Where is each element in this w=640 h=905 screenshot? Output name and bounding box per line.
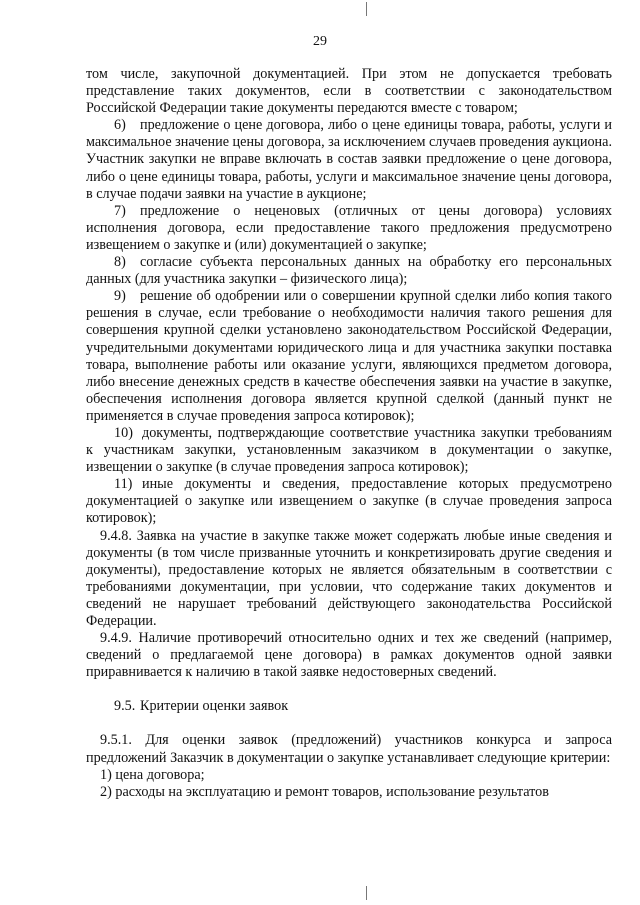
list-number: 9) bbox=[114, 288, 126, 305]
paragraph-9-5-1: 9.5.1. Для оценки заявок (предложений) участников конкурса и запроса предложений Заказчик в документации о закупке устанавливает следующие критерии: bbox=[86, 732, 612, 766]
section-number: 9.5. bbox=[114, 698, 136, 715]
list-text: документы, подтверждающие соответствие участника закупки требованиям к участникам закупки, установленным заказчиком в документации о закупке, извещении о закупке (в случае проведения запроса котировок); bbox=[86, 424, 612, 476]
list-number: 10) bbox=[114, 424, 133, 441]
page-number: 29 bbox=[313, 34, 327, 49]
page-top-mark bbox=[366, 2, 367, 16]
paragraph-9-4-8: 9.4.8. Заявка на участие в закупке также может содержать любые иные сведения и документы (в том числе призванные уточнить и конкретизировать другие сведения и документы), предоставление которых не является обязательным в соответствии с требованиями документации, при условии, что содержание таких документов и сведений не нарушает требований действующего законодательства Российской Федерации. bbox=[86, 527, 612, 629]
section-heading-9-5 bbox=[86, 698, 612, 715]
list-item-6 bbox=[86, 117, 612, 202]
list-item-8 bbox=[86, 254, 612, 288]
paragraph-continuation: том числе, закупочной документацией. При этом не допускается требовать представление таких документов, если в соответствии с законодательством Российской Федерации такие документы передаются вместе с товаром; bbox=[86, 66, 612, 117]
list-item-7 bbox=[86, 203, 612, 254]
list-text: предложение о цене договора, либо о цене единицы товара, работы, услуги и максимальное значение цены договора, за исключением случаев проведения аукциона. Участник закупки не вправе включать в состав заявки предложение о цене договора, либо о цене единицы товара, работы, услуги и максимальное значение цены договора, в случае подачи заявки на участие в аукционе; bbox=[86, 117, 612, 202]
page-bottom-mark bbox=[366, 886, 367, 900]
list-text: решение об одобрении или о совершении крупной сделки либо копия такого решения в случае, если требование о необходимости наличия такого решения для совершения крупной сделки установлено законодательством Российской Федерации, учредительными документами юридического лица и для участника закупки поставка товара, выполнение работы или оказание услуги, являющихся предметом договора, либо внесение денежных средств в качестве обеспечения заявки на участие в закупке, обеспечения исполнения договора является крупной сделкой (данный пункт не применяется в случае проведения запроса котировок); bbox=[86, 288, 612, 424]
list-text: согласие субъекта персональных данных на обработку его персональных данных (для участника закупки – физического лица); bbox=[86, 254, 612, 288]
criterion-2: 2) расходы на эксплуатацию и ремонт товаров, использование результатов bbox=[100, 783, 549, 800]
list-text: иные документы и сведения, предоставление которых предусмотрено документацией о закупке или извещением о закупке (в случае проведения запроса котировок); bbox=[86, 476, 612, 527]
list-number: 7) bbox=[114, 202, 126, 219]
document-body bbox=[86, 66, 612, 801]
list-item-10 bbox=[86, 425, 612, 476]
list-item-11 bbox=[86, 476, 612, 527]
list-number: 11) bbox=[114, 476, 133, 493]
paragraph-9-4-9: 9.4.9. Наличие противоречий относительно одних и тех же сведений (например, сведений о предлагаемой цене договора) в рамках документов одной заявки приравнивается к наличию в такой заявке недостоверных сведений. bbox=[86, 630, 612, 681]
list-text: предложение о неценовых (отличных от цены договора) условиях исполнения договора, если предоставление такого предложения предусмотрено извещением о закупке и (или) документацией о закупке; bbox=[86, 202, 612, 253]
list-number: 8) bbox=[114, 254, 126, 271]
section-title: Критерии оценки заявок bbox=[140, 698, 289, 715]
list-number: 6) bbox=[114, 117, 126, 134]
criterion-1: 1) цена договора; bbox=[100, 766, 205, 783]
list-item-9 bbox=[86, 288, 612, 425]
